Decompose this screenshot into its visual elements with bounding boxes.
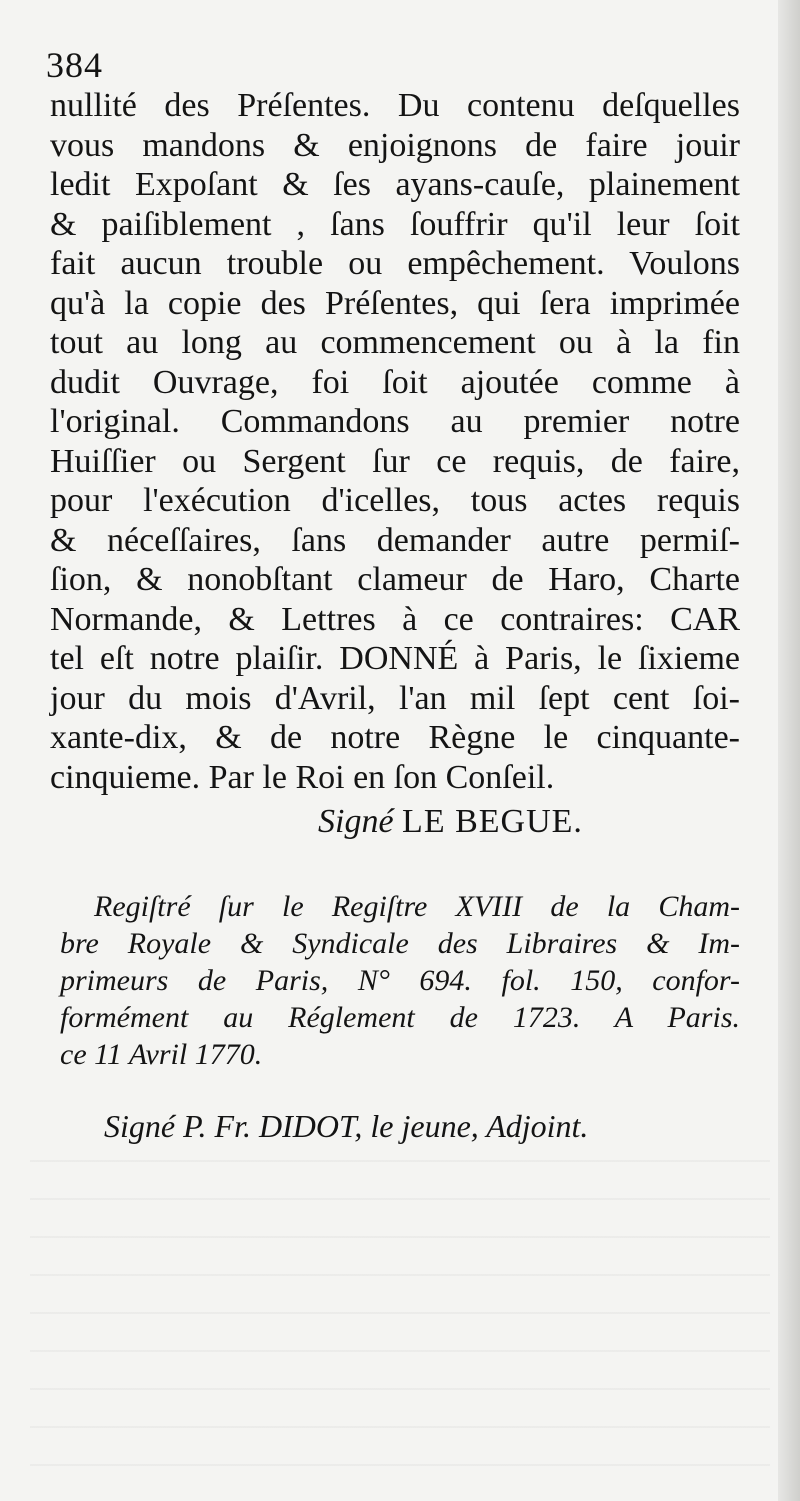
privilege-body-text [50,86,740,797]
registration-line: Regiſtré ſur le Regiſtre XVIII de la Cham- [94,890,740,923]
body-line: tout au long au commencement ou à la fin [50,324,740,361]
page-number: 384 [46,45,103,85]
body-line: & néceſſaires, ſans demander autre permiſ- [50,521,740,559]
body-line: qu'à la copie des Préſentes, qui ſera imprimée [50,284,740,322]
body-line: dudit Ouvrage, foi ſoit ajoutée comme à [50,363,740,401]
registration-line: bre Royale & Syndicale des Libraires & Im- [60,927,740,960]
body-line: l'original. Commandons au premier notre [50,403,740,440]
body-line: vous mandons & enjoignons de faire jouir [50,126,740,164]
bleed-through-texture [30,1160,770,1480]
body-line: xante-dix, & de notre Règne le cinquante- [50,719,740,756]
registration-note [60,888,740,1073]
body-line: & paiſiblement , ſans ſouffrir qu'il leur ſoit [50,205,740,243]
signature-name: LE BEGUE. [402,803,583,840]
body-line: Normande, & Lettres à ce contraires: CAR [50,600,740,638]
body-line: ſion, & nonobſtant clameur de Haro, Charte [50,561,740,598]
body-line: Huiſſier ou Sergent ſur ce requis, de faire, [50,442,740,480]
registration-line: ce 11 Avril 1770. [60,1038,263,1071]
body-line: pour l'exécution d'icelles, tous actes requis [50,482,740,519]
signature-word: Signé [318,803,394,840]
body-line: cinquieme. Par le Roi en ſon Conſeil. [50,758,555,796]
body-line: fait aucun trouble ou empêchement. Voulons [50,245,740,282]
body-line: nullité des Préſentes. Du contenu deſquelles [50,87,740,124]
signature-le-begue [318,803,583,841]
body-line: jour du mois d'Avril, l'an mil ſept cent ſoi- [50,679,740,717]
body-line: ledit Expoſant & ſes ayans-cauſe, plainement [50,166,740,203]
page-edge-shadow [778,0,800,1501]
signature-didot: Signé P. Fr. DIDOT, le jeune, Adjoint. [104,1108,589,1144]
registration-line: formément au Réglement de 1723. A Paris. [60,1001,740,1034]
body-line: tel eſt notre plaiſir. DONNÉ à Paris, le ſixieme [50,640,740,677]
registration-line: primeurs de Paris, N° 694. fol. 150, confor- [60,964,740,997]
